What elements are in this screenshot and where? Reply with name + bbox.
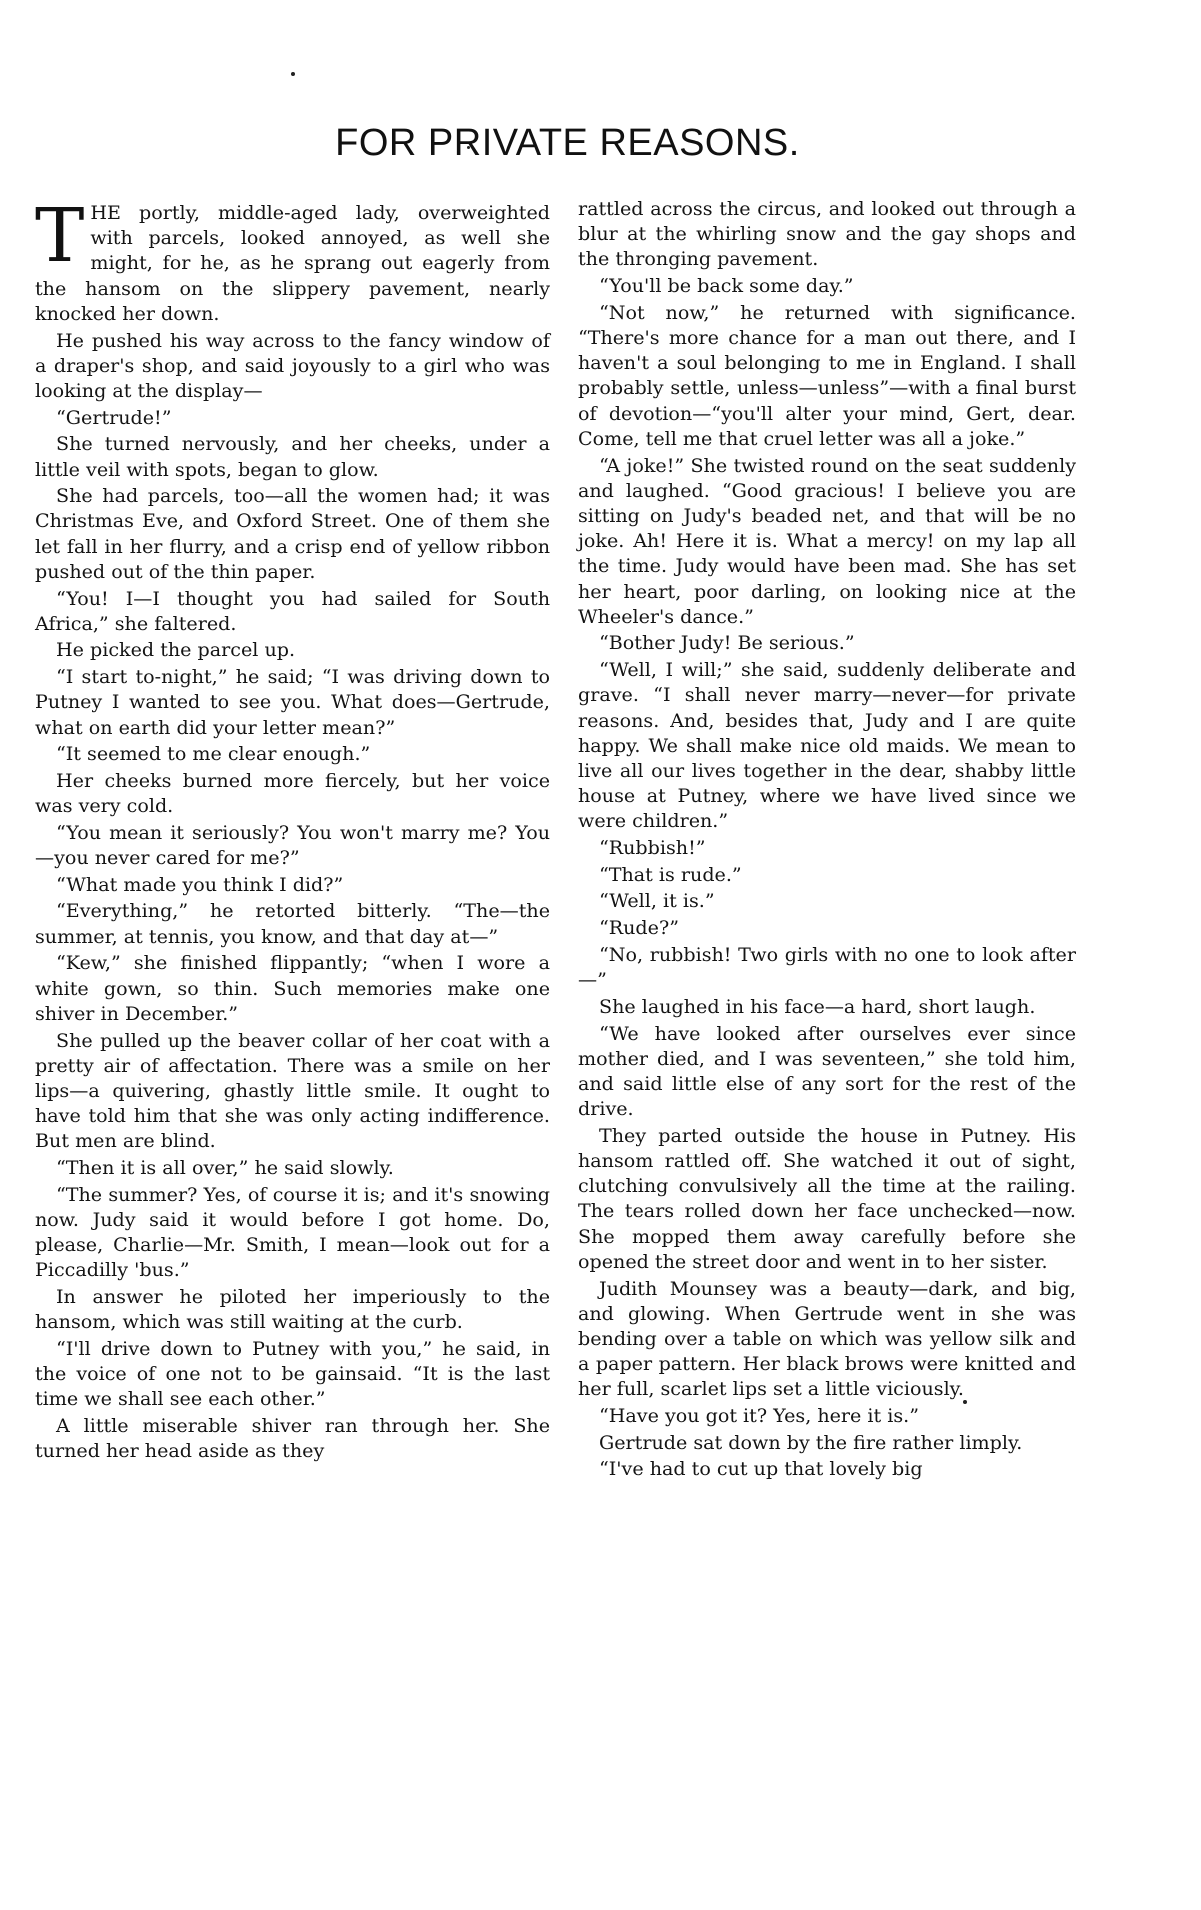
- paragraph: “What made you think I did?”: [56, 872, 344, 896]
- paragraph: “You'll be back some day.”: [599, 274, 854, 298]
- paragraph: She laughed in his face—a hard, short laugh.: [599, 994, 1036, 1018]
- paragraph: She turned nervously, and her cheeks, under a little veil with spots, began to glow.: [35, 432, 550, 481]
- paragraph: “I've had to cut up that lovely big: [599, 1457, 923, 1481]
- paragraph: Gertrude sat down by the fire rather limply.: [599, 1430, 1023, 1454]
- paragraph: “Rubbish!”: [599, 836, 706, 860]
- paragraph: “Well, it is.”: [599, 889, 715, 913]
- paragraph: “Have you got it? Yes, here it is.”: [599, 1404, 920, 1428]
- paragraph: “Bother Judy! Be serious.”: [599, 631, 855, 655]
- paragraph: He pushed his way across to the fancy window of a draper's shop, and said joyously to a girl who was looking at the display—: [35, 328, 550, 402]
- paragraph: She pulled up the beaver collar of her coat with a pretty air of affectation. There was a smile on her lips—a quivering, ghastly little smile. It ought to have told him that she was only acting indifference. But men are blind.: [35, 1028, 550, 1153]
- drop-cap: T: [35, 193, 85, 279]
- paragraph: “I start to-night,” he said; “I was driving down to Putney I wanted to see you. What does—Gertrude, what on earth did your letter mean?”: [35, 665, 550, 739]
- paragraph: “Everything,” he retorted bitterly. “The—the summer, at tennis, you know, and that day at—”: [35, 899, 550, 948]
- paragraph: “Not now,” he returned with significance. “There's more chance for a man out there, and I haven't a soul belonging to me in England. I shall probably settle, unless—unless”—with a final burst of devotion—“you'll alter your mind, Gert, dear. Come, tell me that cruel letter was all a joke.”: [578, 300, 1076, 450]
- right-column: [578, 196, 1076, 1483]
- paragraph: She had parcels, too—all the women had; it was Christmas Eve, and Oxford Street. One of them she let fall in her flurry, and a crisp end of yellow ribbon pushed out of the thin paper.: [35, 484, 550, 583]
- paragraph: “Then it is all over,” he said slowly.: [56, 1156, 394, 1180]
- paragraph: They parted outside the house in Putney. His hansom rattled off. She watched it out of sight, clutching convulsively all the time at the railing. The tears rolled down her face unchecked—now. She mopped them away carefully before she opened the street door and went in to her sister.: [578, 1123, 1076, 1273]
- paragraph: “Gertrude!”: [56, 405, 172, 429]
- paragraph: “You! I—I thought you had sailed for South Africa,” she faltered.: [35, 586, 550, 635]
- paragraph: “Well, I will;” she said, suddenly deliberate and grave. “I shall never marry—never—for private reasons. And, besides that, Judy and I are quite happy. We shall make nice old maids. We mean to live all our lives together in the dear, shabby little house at Putney, where we have lived since we were children.”: [578, 658, 1076, 833]
- left-column: [35, 193, 550, 1465]
- paragraph: “You mean it seriously? You won't marry me? You—you never cared for me?”: [35, 820, 550, 870]
- paragraph: “We have looked after ourselves ever since mother died, and I was seventeen,” she told him, and said little else of any sort for the rest of the drive.: [578, 1021, 1076, 1121]
- paragraph: Her cheeks burned more fiercely, but her voice was very cold.: [35, 768, 550, 818]
- paragraph: “Rude?”: [599, 916, 679, 940]
- paragraph: He picked the parcel up.: [56, 638, 296, 662]
- paragraph: THE portly, middle-aged lady, overweighted with parcels, looked annoyed, as well she might, for he, as he sprang out eagerly from the hansom on the slippery pavement, nearly knocked her down.: [35, 193, 550, 325]
- paragraph: rattled across the circus, and looked out through a blur at the whirling snow and the gay shops and the thronging pavement.: [578, 197, 1076, 271]
- page-title: FOR PRIVATE REASONS.: [335, 122, 800, 164]
- paragraph: “A joke!” She twisted round on the seat suddenly and laughed. “Good gracious! I believe you are sitting on Judy's beaded net, and that will be no joke. Ah! Here it is. What a mercy! on my lap all the time. Judy would have been mad. She has set her heart, poor darling, on looking nice at the Wheeler's dance.”: [578, 453, 1076, 628]
- paragraph: “It seemed to me clear enough.”: [56, 742, 371, 766]
- paragraph: “I'll drive down to Putney with you,” he said, in the voice of one not to be gainsaid. “It is the last time we shall see each other.”: [35, 1336, 550, 1411]
- paragraph: “The summer? Yes, of course it is; and it's snowing now. Judy said it would before I got home. Do, please, Charlie—Mr. Smith, I mean—look out for a Piccadilly 'bus.”: [35, 1182, 550, 1282]
- paragraph: “Kew,” she finished flippantly; “when I wore a white gown, so thin. Such memories make one shiver in December.”: [35, 951, 550, 1025]
- paragraph: “No, rubbish! Two girls with no one to look after—”: [578, 942, 1076, 992]
- paragraph: “That is rude.”: [599, 862, 742, 886]
- paragraph: Judith Mounsey was a beauty—dark, and big, and glowing. When Gertrude went in she was bending over a table on which was yellow silk and a paper pattern. Her black brows were knitted and her full, scarlet lips set a little viciously.: [578, 1276, 1076, 1401]
- print-speck: [291, 72, 295, 76]
- paragraph: In answer he piloted her imperiously to the hansom, which was still waiting at the curb.: [35, 1285, 550, 1334]
- paragraph: A little miserable shiver ran through her. She turned her head aside as they: [35, 1414, 550, 1463]
